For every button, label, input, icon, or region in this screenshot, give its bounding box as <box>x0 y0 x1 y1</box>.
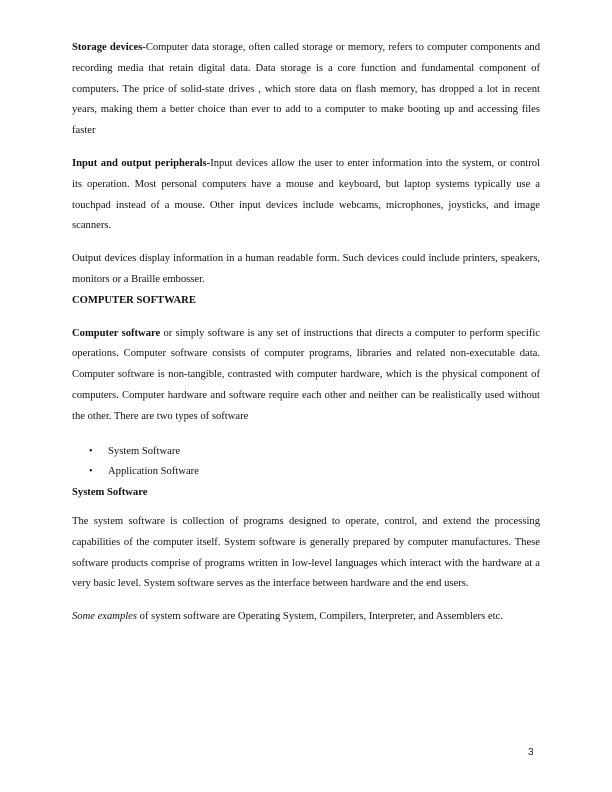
document-body <box>72 38 540 628</box>
examples-lead: Some examples <box>72 611 138 623</box>
list-item-label: System Software <box>108 445 181 457</box>
io-peripherals-term: Input and output peripherals- <box>72 157 211 169</box>
storage-devices-paragraph <box>72 38 540 142</box>
page-number: 3 <box>528 747 534 758</box>
computer-software-term: Computer software <box>72 327 161 339</box>
io-peripherals-paragraph <box>72 154 540 237</box>
io-peripherals-text: Input devices allow the user to enter information into the system, or control its operation. Most personal computers have a mouse and keyboard, but laptop systems typically use a touchpad instead of a mouse. Other input devices include webcams, microphones, joysticks, and image scanners. <box>72 157 540 232</box>
list-item-label: Application Software <box>108 466 199 478</box>
system-software-paragraph <box>72 512 540 595</box>
system-software-text: The system software is collection of programs designed to operate, control, and extend the processing capabilities of the computer itself. System software is generally prepared by computer manufactures. These software products comprise of programs written in low-level languages which interact with the hardware at a very basic level. System software serves as the interface between hardware and the end users. <box>72 515 540 590</box>
output-devices-text: Output devices display information in a human readable form. Such devices could include printers, speakers, monitors or a Braille embosser. <box>72 253 540 285</box>
software-types-list <box>72 442 540 484</box>
computer-software-paragraph <box>72 324 540 428</box>
examples-paragraph <box>72 607 540 628</box>
computer-software-text: or simply software is any set of instructions that directs a computer to perform specific operations. Computer software consists of computer programs, libraries and related non-executable data. Computer software is non-tangible, contrasted with computer hardware, which is the physical component of computers. Computer hardware and software require each other and neither can be realistically used without the other. There are two types of software <box>72 327 540 422</box>
examples-text: of system software are Operating System, Compilers, Interpreter, and Assemblers etc. <box>137 611 503 623</box>
output-devices-paragraph <box>72 249 540 291</box>
system-software-heading: System Software <box>72 487 148 499</box>
storage-devices-term: Storage devices- <box>72 42 146 53</box>
bullet-icon: • <box>89 445 93 457</box>
bullet-icon: • <box>89 466 93 478</box>
list-item <box>72 462 540 483</box>
storage-devices-text: Computer data storage, often called storage or memory, refers to computer components and recording media that retain digital data. Data storage is a core function and fundamental component of computers. The price of solid-state drives , which store data on flash memory, has dropped a lot in recent years, making them a better choice than ever to add to a computer to make booting up and accessing files faster <box>72 42 540 137</box>
list-item <box>72 442 540 463</box>
computer-software-heading: COMPUTER SOFTWARE <box>72 294 196 306</box>
